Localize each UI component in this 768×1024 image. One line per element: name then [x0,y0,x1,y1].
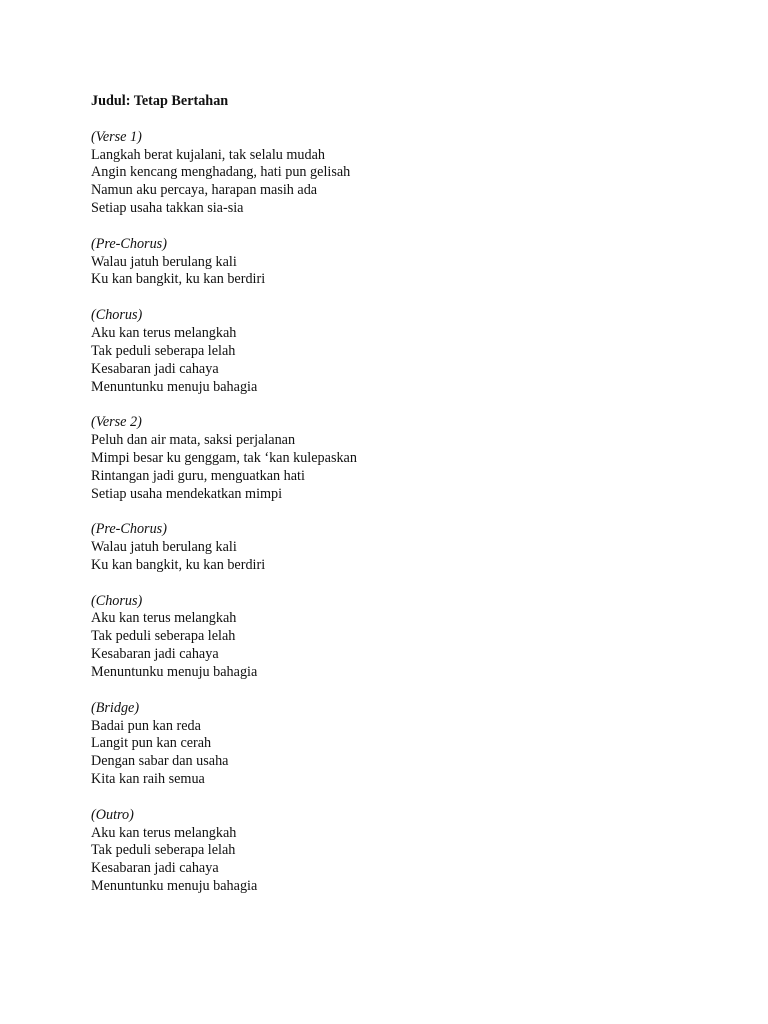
lyric-line: Kita kan raih semua [91,771,205,788]
lyric-line: Aku kan terus melangkah [91,610,237,627]
section-label: (Pre-Chorus) [91,235,167,252]
lyric-line: Peluh dan air mata, saksi perjalanan [91,432,296,449]
lyrics-section [91,807,691,896]
lyric-line: Kesabaran jadi cahaya [91,646,219,663]
section-label: (Chorus) [91,592,143,609]
section-label: (Pre-Chorus) [91,521,167,538]
lyric-line: Ku kan bangkit, ku kan berdiri [91,271,266,288]
section-label: (Verse 2) [91,414,142,431]
lyrics-section [91,521,691,575]
lyric-line: Setiap usaha mendekatkan mimpi [91,485,283,502]
lyric-line: Setiap usaha takkan sia-sia [91,200,244,217]
section-label: (Verse 1) [91,128,142,145]
song-title: Judul: Tetap Bertahan [91,93,229,109]
section-label: (Bridge) [91,699,140,716]
lyrics-section [91,593,691,682]
lyric-line: Namun aku percaya, harapan masih ada [91,182,318,199]
lyric-line: Walau jatuh berulang kali [91,253,237,270]
lyric-line: Menuntunku menuju bahagia [91,378,258,395]
lyrics-section [91,129,691,218]
lyrics-section [91,700,691,789]
lyric-line: Tak peduli seberapa lelah [91,842,236,859]
section-label: (Chorus) [91,307,143,324]
lyric-line: Badai pun kan reda [91,717,201,734]
lyric-line: Aku kan terus melangkah [91,324,237,341]
lyric-line: Tak peduli seberapa lelah [91,342,236,359]
lyric-line: Ku kan bangkit, ku kan berdiri [91,556,266,573]
lyric-line: Menuntunku menuju bahagia [91,664,258,680]
lyric-line: Dengan sabar dan usaha [91,753,229,770]
lyric-line: Aku kan terus melangkah [91,824,237,841]
lyric-line: Walau jatuh berulang kali [91,539,237,556]
lyrics-content [91,93,691,914]
lyric-line: Tak peduli seberapa lelah [91,628,236,645]
lyric-line: Kesabaran jadi cahaya [91,860,219,877]
lyrics-sections [91,129,691,896]
lyrics-section [91,414,691,503]
lyric-line: Menuntunku menuju bahagia [91,878,258,895]
lyric-line: Mimpi besar ku genggam, tak ‘kan kulepaskan [91,449,357,466]
lyrics-section [91,236,691,290]
lyric-line: Angin kencang menghadang, hati pun gelisah [91,164,351,181]
section-label: (Outro) [91,806,134,823]
lyric-line: Rintangan jadi guru, menguatkan hati [91,467,305,484]
lyric-line: Langkah berat kujalani, tak selalu mudah [91,146,326,163]
lyric-line: Kesabaran jadi cahaya [91,360,219,377]
lyrics-section [91,307,691,396]
lyric-line: Langit pun kan cerah [91,735,212,752]
